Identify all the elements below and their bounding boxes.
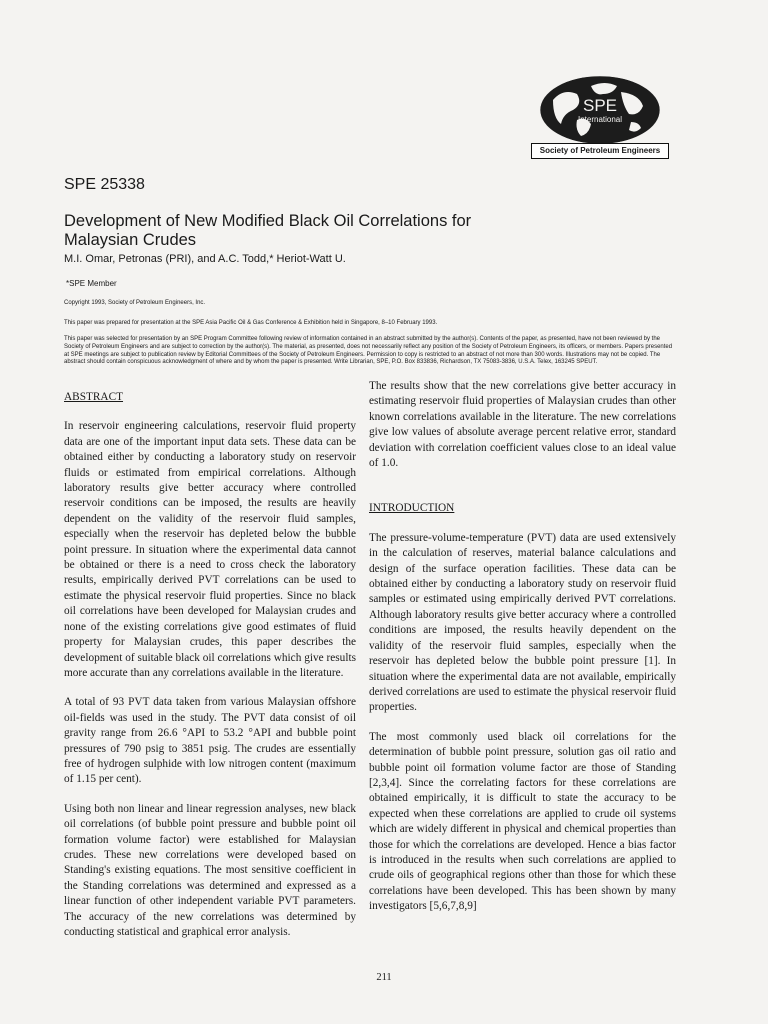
abstract-paragraph-4: The results show that the new correlations give better accuracy in estimating reservoir fluid properties of Malaysian crudes than other known correlations available in the literature. The new correlations give low values of absolute average percent relative error, standard deviation with correlation coefficient values close to an ideal value of 1.0. (369, 380, 676, 470)
left-column (64, 386, 356, 954)
introduction-paragraph-1: The pressure-volume-temperature (PVT) data are used extensively in the calculation of reserves, material balance calculations and design of the surface operation facilities. These data can be obtained either by conducting a laboratory study on reservoir fluid samples or estimated using empirically derived PVT correlations. Although laboratory results give better accuracy where a controlled conditions are imposed, the results heavily dependent on the validity of the reservoir fluid samples, especially when the reservoir has depleted below the bubble point pressure [1]. In situation where the experimental data are not available, empirically derived correlations are used to estimate the physical reservoir fluid properties. (369, 531, 676, 714)
right-column (369, 379, 676, 929)
permission-notice: This paper was selected for presentation by an SPE Program Committee following review of information contained in an abstract submitted by the author(s). Contents of the paper, as presented, have not been reviewed by the Society of Petroleum Engineers and are subject to correction by the author(s). The material, as presented, does not necessarily reflect any position of the Society of Petroleum Engineers, its officers, or members. Papers presented at SPE meetings are subject to publication review by Editorial Committees of the Society of Petroleum Engineers. Permission to copy is restricted to an abstract of not more than 300 words. Illustrations may not be copied. The abstract should contain conspicuous acknowledgment of where and by whom the paper is presented. Write Librarian, SPE, P.O. Box 833836, Richardson, TX 75083-3836, U.S.A. Telex, 163245 SPEUT. (64, 336, 673, 366)
spe-logo (531, 72, 669, 158)
abstract-paragraph-1: In reservoir engineering calculations, reservoir fluid property data are one of the important input data sets. These data can be obtained either by conducting a laboratory study on reservoir fluids or estimated from empirical correlations. Although laboratory results give better accuracy where controlled reservoir conditions can be imposed, the results are heavily dependent on the validity of the reservoir fluid samples, especially when the reservoir has depleted below the bubble point pressure. In situation where the experimental data cannot be obtained or there is a need to cross check the laboratory results, empirically derived PVT correlations can be used to estimate the physical reservoir fluid properties. Since no black oil correlations have been developed for Malaysian crudes and none of the existing correlations give good estimates of fluid property for Malaysian crudes, this paper describes the development of suitable black oil correlations which give results more accurate than any correlations available in the literature. (64, 420, 356, 679)
abstract-paragraph-2: A total of 93 PVT data taken from various Malaysian offshore oil-fields was used in the study. The PVT data consist of oil gravity range from 26.6 °API to 53.2 °API and bubble point pressures of 790 psig to 3851 psig. The crudes are essentially free of hydrogen sulphide with low nitrogen content (maximum of 1.15 per cent). (64, 696, 356, 786)
abstract-paragraph-3: Using both non linear and linear regression analyses, new black oil correlations (of bubble point pressure and bubble point oil formation volume factor) were established for Malaysian crudes. These new correlations were developed based on Standing's existing equations. The most sensitive coefficient in the Standing correlations was determined and expressed as a linear function of other independent variable PVT parameters. The accuracy of the new correlations was determined by conducting statistical and graphical error analysis. (64, 802, 356, 938)
introduction-heading: INTRODUCTION (369, 502, 455, 515)
logo-letters: SPE (582, 96, 618, 115)
abstract-heading: ABSTRACT (64, 391, 124, 403)
paper-number: SPE 25338 (64, 176, 145, 193)
logo-sub: International (577, 115, 623, 124)
copyright-line: Copyright 1993, Society of Petroleum Engineers, Inc. (64, 300, 206, 306)
member-note: *SPE Member (66, 279, 117, 288)
page-number: 211 (376, 972, 392, 983)
paper-title: Development of New Modified Black Oil Correlations for Malaysian Crudes (64, 212, 472, 249)
prepared-line: This paper was prepared for presentation at the SPE Asia Pacific Oil & Gas Conference & Exhibition held in Singapore, 8–10 February 1993. (64, 320, 438, 326)
logo-society-name: Society of Petroleum Engineers (531, 143, 669, 159)
authors: M.I. Omar, Petronas (PRI), and A.C. Todd,* Heriot-Watt U. (64, 253, 346, 265)
introduction-paragraph-2: The most commonly used black oil correlations for the determination of bubble point pressure, solution gas oil ratio and bubble point oil formation volume factor are those of Standing [2,3,4]. Since the correlating factors for these correlations are obtained empirically, it is difficult to state the accuracy to be expected when these correlations are applied to crude oil systems which are widely different in physical and chemical properties than those for which the correlations are developed. Hence a bias factor is introduced in the results when such correlations are applied to crude oils of geographical regions other than those for which these correlations have been developed. This has been shown by many investigators [5,6,7,8,9] (369, 730, 676, 913)
globe-icon (531, 72, 669, 144)
